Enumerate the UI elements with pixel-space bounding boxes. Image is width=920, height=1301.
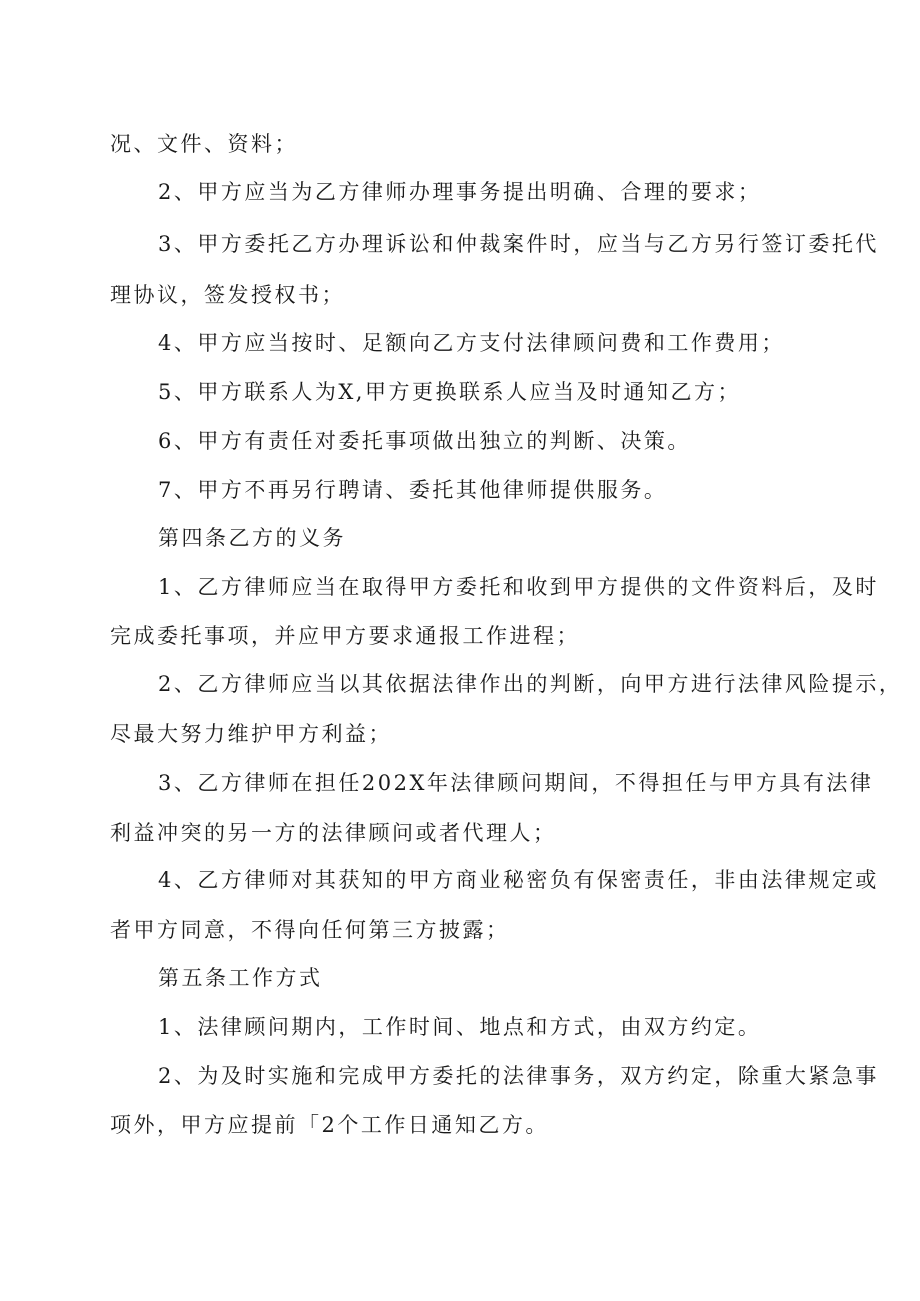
clause-item: 3、甲方委托乙方办理诉讼和仲裁案件时，应当与乙方另行签订委托代 <box>158 232 879 256</box>
clause-item: 5、甲方联系人为X,甲方更换联系人应当及时通知乙方； <box>158 380 741 404</box>
text-line: 况、文件、资料； <box>110 132 298 156</box>
text-line: 尽最大努力维护甲方利益； <box>110 722 392 746</box>
clause-item: 1、乙方律师应当在取得甲方委托和收到甲方提供的文件资料后，及时 <box>158 575 879 599</box>
clause-item: 7、甲方不再另行聘请、委托其他律师提供服务。 <box>158 478 668 502</box>
section-heading: 第四条乙方的义务 <box>158 526 346 550</box>
text-line: 者甲方同意，不得向任何第三方披露； <box>110 918 510 942</box>
clause-item: 2、为及时实施和完成甲方委托的法律事务，双方约定，除重大紧急事 <box>158 1064 879 1088</box>
clause-item: 3、乙方律师在担任202X年法律顾问期间，不得担任与甲方具有法律 <box>158 771 874 795</box>
clause-item: 4、乙方律师对其获知的甲方商业秘密负有保密责任，非由法律规定或 <box>158 868 879 892</box>
clause-item: 4、甲方应当按时、足额向乙方支付法律顾问费和工作费用； <box>158 331 785 355</box>
section-heading: 第五条工作方式 <box>158 966 323 990</box>
text-line: 理协议，签发授权书； <box>110 283 345 307</box>
text-line: 项外，甲方应提前「2个工作日通知乙方。 <box>110 1113 549 1137</box>
text-line: 完成委托事项，并应甲方要求通报工作进程； <box>110 624 580 648</box>
clause-item: 2、甲方应当为乙方律师办理事务提出明确、合理的要求； <box>158 180 762 204</box>
clause-item: 1、法律顾问期内，工作时间、地点和方式，由双方约定。 <box>158 1015 762 1039</box>
clause-item: 6、甲方有责任对委托事项做出独立的判断、决策。 <box>158 429 691 453</box>
text-line: 利益冲突的另一方的法律顾问或者代理人； <box>110 821 557 845</box>
clause-item: 2、乙方律师应当以其依据法律作出的判断，向甲方进行法律风险提示， <box>158 672 903 696</box>
